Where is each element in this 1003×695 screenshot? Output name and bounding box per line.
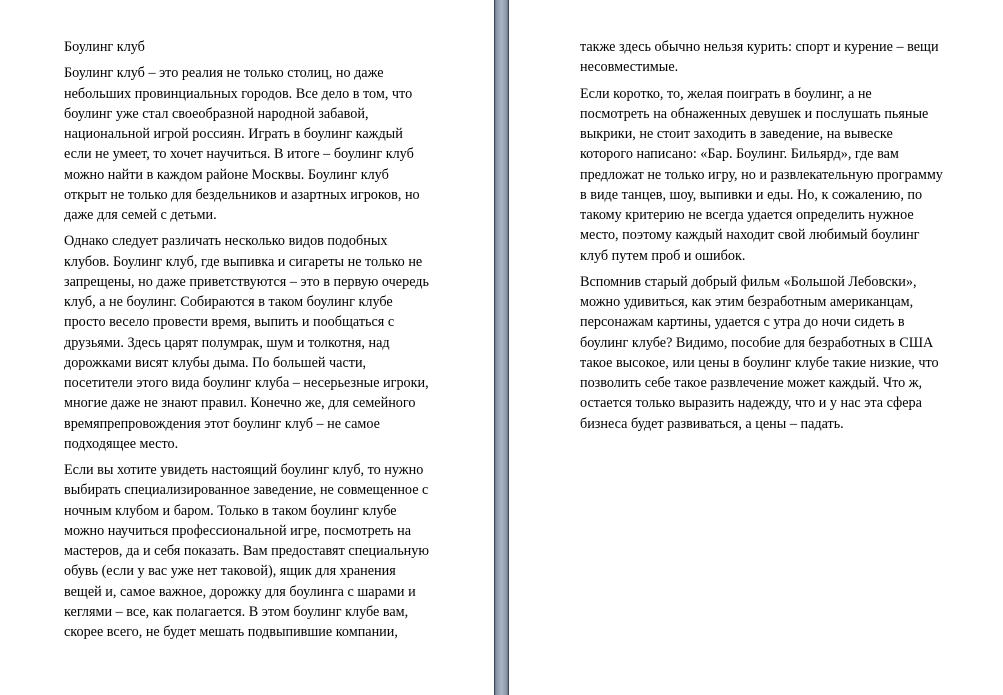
page-gutter-edge-left [494, 0, 495, 695]
text-line: несовместимые. [580, 59, 679, 76]
text-line: обувь (если у вас уже нет таковой), ящик для хранения [64, 563, 396, 580]
text-line: Боулинг клуб – это реалия не только столиц, но даже [64, 65, 384, 82]
text-line: небольших провинциальных городов. Все дело в том, что [64, 85, 413, 102]
text-line: можно удивиться, как этим безработным американцам, [580, 294, 914, 310]
text-line: в виде танцев, шоу, выпивки и еды. Но, к сожалению, по [580, 186, 923, 203]
text-line: клубов. Боулинг клуб, где выпивка и сигареты не только не [64, 253, 423, 270]
text-line: скорее всего, не будет мешать подвыпившие компании, [64, 624, 398, 640]
text-line: также здесь обычно нельзя курить: спорт и курение – вещи [580, 39, 939, 55]
right-page [509, 0, 1003, 695]
text-line: клуб путем проб и ошибок. [580, 247, 746, 264]
text-line: место, поэтому каждый находит свой любимый боулинг [580, 227, 920, 244]
text-line: вещей и, самое важное, дорожку для боулинга с шарами и [64, 583, 416, 600]
text-line: мастеров, да и себя показать. Вам предоставят специальную [64, 543, 429, 559]
paragraph [580, 37, 985, 78]
text-line: выбирать специализированное заведение, не совмещенное с [64, 482, 429, 499]
text-line: посмотреть на обнаженных девушек и послушать пьяные [580, 105, 929, 122]
text-line: можно научиться профессиональной игре, посмотреть на [64, 522, 412, 539]
paragraph [580, 84, 985, 266]
text-line: времяпрепровождения этот боулинг клуб – не самое [64, 415, 380, 432]
right-page-paragraphs [580, 37, 985, 434]
text-line: запрещены, но даже приветствуются – это в первую очередь [64, 273, 429, 290]
text-line: дорожками висят клубы дыма. По большей части, [64, 354, 367, 371]
paragraph [580, 272, 985, 434]
text-line: остается только выразить надежду, что и у нас эта сфера [580, 395, 922, 412]
right-page-text[interactable] [580, 37, 985, 440]
page-gutter [494, 0, 509, 695]
text-line: посетители этого вида боулинг клуба – несерьезные игроки, [64, 375, 429, 391]
text-line: даже для семей с детьми. [64, 207, 217, 223]
text-line: открыт не только для бездельников и азартных игроков, но [64, 186, 420, 203]
text-line: национальной игрой россиян. Играть в боулинг каждый [64, 126, 403, 142]
text-line: такое высокое, или цены в боулинг клубе такие низкие, что [580, 354, 939, 371]
text-line: бизнеса будет развиваться, а цены – падать. [580, 415, 844, 432]
text-line: боулинг клубе? Видимо, пособие для безработных в США [580, 334, 934, 351]
left-page-text[interactable] [64, 37, 474, 648]
paragraph [64, 231, 474, 454]
text-line: Однако следует различать несколько видов подобных [64, 233, 388, 250]
text-line: можно найти в каждом районе Москвы. Боулинг клуб [64, 166, 389, 183]
text-line: друзьями. Здесь царят полумрак, шум и толкотня, над [64, 334, 390, 351]
paragraph [64, 63, 474, 225]
text-line: позволить себе такое развлечение может каждый. Что ж, [580, 375, 923, 391]
left-page [0, 0, 494, 695]
text-line: предложат не только игру, но и развлекательную программу [580, 166, 943, 183]
text-line: клуб, а не боулинг. Собираются в таком боулинг клубе [64, 294, 393, 310]
text-line: Если вы хотите увидеть настоящий боулинг клуб, то нужно [64, 462, 424, 478]
text-line: Вспомнив старый добрый фильм «Большой Лебовски», [580, 273, 917, 290]
text-line: многие даже не знают правил. Конечно же, для семейного [64, 395, 416, 412]
text-line: выкрики, не стоит заходить в заведение, на вывеске [580, 126, 893, 142]
paragraph [64, 460, 474, 642]
text-line: просто весело провести время, выпить и пообщаться с [64, 314, 395, 331]
text-line: ночным клубом и баром. Только в таком боулинг клубе [64, 502, 397, 519]
text-line: если не умеет, то хочет научиться. В итоге – боулинг клуб [64, 146, 414, 163]
text-line: кеглями – все, как полагается. В этом боулинг клубе вам, [64, 603, 409, 620]
text-line: Если коротко, то, желая поиграть в боулинг, а не [580, 85, 872, 102]
text-line: боулинг уже стал своеобразной народной забавой, [64, 105, 369, 122]
document-title: Боулинг клуб [64, 39, 145, 55]
text-line: которого написано: «Бар. Боулинг. Бильярд», где вам [580, 146, 899, 163]
text-line: такому критерию не всегда удается определить нужное [580, 207, 914, 223]
text-line: персонажам картины, удается с утра до ночи сидеть в [580, 314, 905, 331]
text-line: подходящее место. [64, 435, 179, 452]
left-page-paragraphs [64, 63, 474, 642]
